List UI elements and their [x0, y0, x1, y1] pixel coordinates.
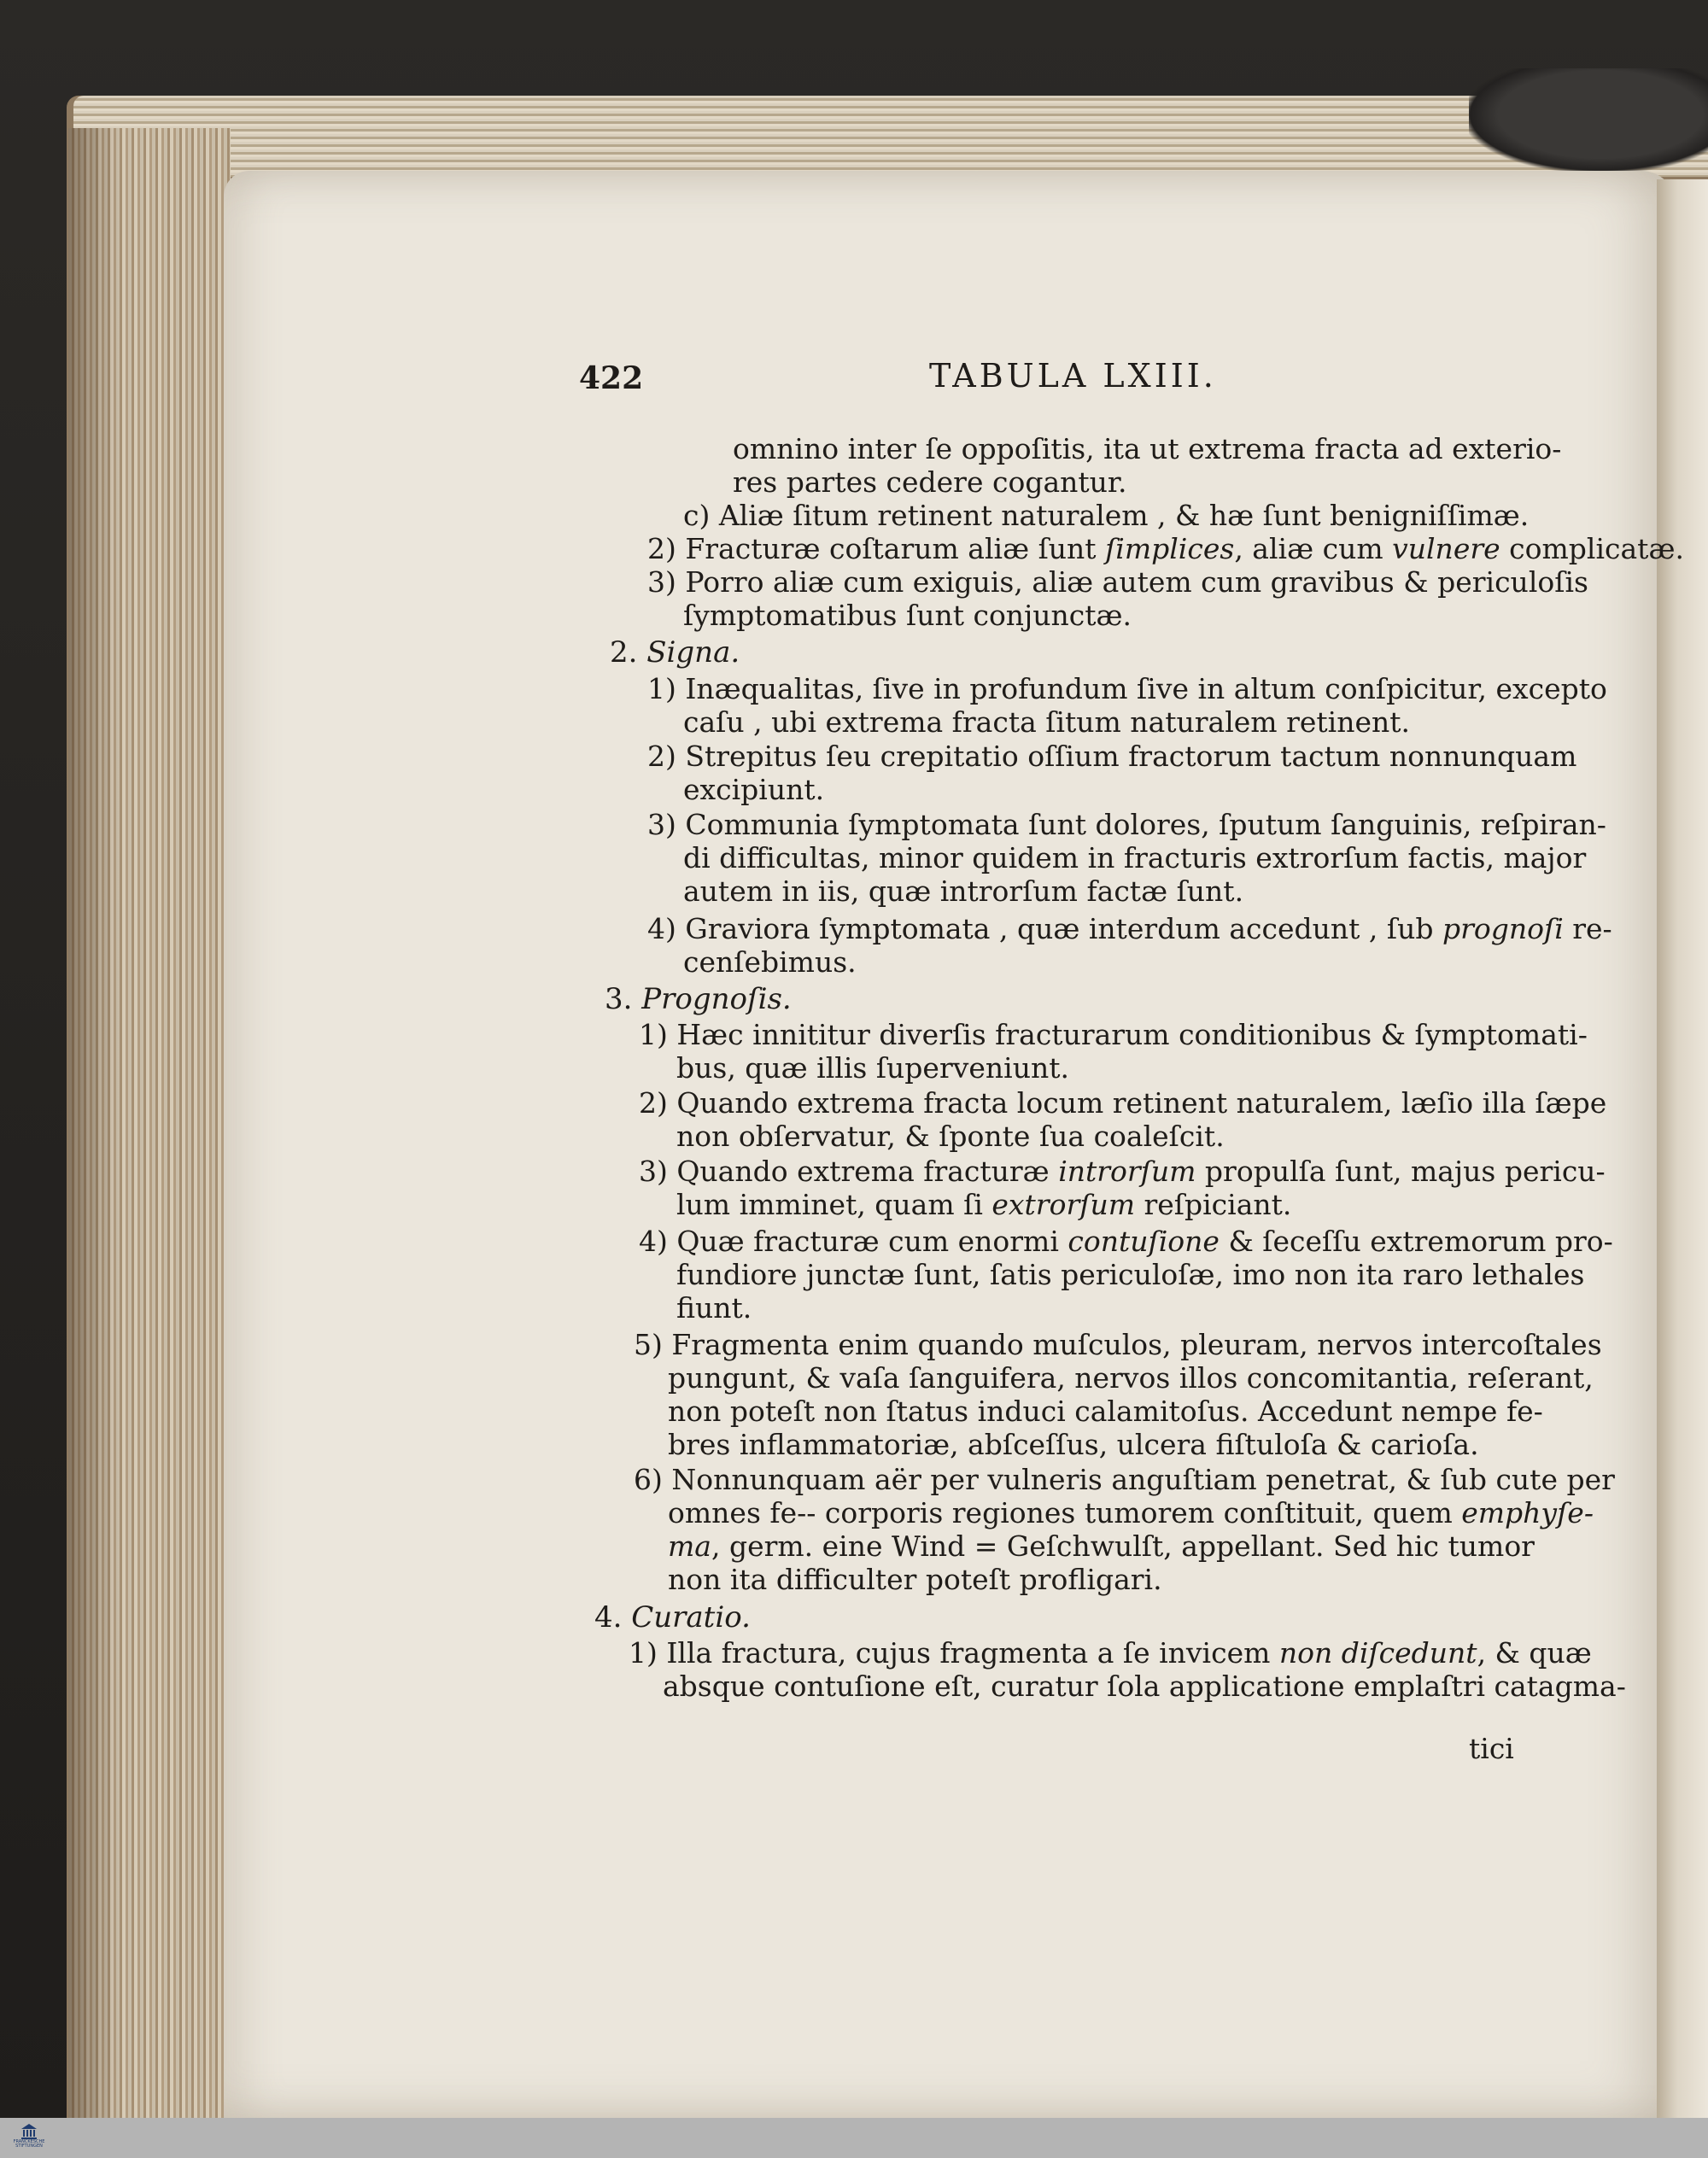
text-run: 4) Quæ fracturæ cum enormi [639, 1225, 1068, 1258]
text-line [683, 773, 824, 807]
italic-term: Signa. [646, 635, 740, 670]
building-icon [20, 2123, 38, 2140]
text-run: 2) Strepitus ſeu crepitatio oſſium fractorum tactum nonnunquam [647, 740, 1577, 773]
text-run: bus, quæ illis ſuperveniunt. [676, 1051, 1069, 1085]
text-line [683, 841, 1586, 875]
text-line [647, 672, 1607, 706]
text-line [683, 499, 1529, 533]
logo-text-line-2: STIFTUNGEN [15, 2143, 43, 2149]
text-line [683, 705, 1410, 740]
text-line [683, 945, 857, 980]
text-line [668, 1496, 1594, 1530]
text-run: non obſervatur, & ſponte ſua coaleſcit. [676, 1120, 1225, 1153]
text-run: excipiunt. [683, 773, 825, 806]
text-line [639, 1018, 1588, 1052]
section-heading-line [594, 1600, 751, 1635]
italic-term: emphyſe- [1461, 1496, 1594, 1529]
text-run: absque contuſione eſt, curatur ſola applicatione emplaſtri catagma- [663, 1670, 1626, 1703]
catchword: tici [1469, 1732, 1514, 1765]
text-run: non poteſt non ſtatus induci calamitoſus. Accedunt nempe fe- [668, 1395, 1543, 1428]
viewer-footer-bar [0, 2118, 1708, 2158]
italic-term: ſimplices [1105, 532, 1235, 565]
text-line [647, 912, 1612, 946]
text-line [733, 465, 1127, 500]
text-run: 4. [594, 1600, 632, 1635]
text-run: 1) Illa fractura, cujus fragmenta a ſe invicem [629, 1636, 1279, 1670]
text-run: omnino inter ſe oppoſitis, ita ut extrema fracta ad exterio- [733, 432, 1562, 465]
section-heading-line [605, 982, 792, 1016]
text-run: c) Aliæ ſitum retinent naturalem , & hæ ſunt benigniſſimæ. [683, 499, 1530, 532]
text-run: res partes cedere cogantur. [733, 465, 1127, 499]
text-line [663, 1670, 1626, 1704]
text-run: propulſa ſunt, majus pericu- [1196, 1155, 1606, 1188]
text-run: , germ. eine Wind = Geſchwulſt, appellant. Sed hic tumor [711, 1529, 1535, 1563]
italic-term: Prognoſis. [641, 982, 792, 1016]
page-number: 422 [579, 360, 644, 396]
text-run: cenſebimus. [683, 945, 857, 979]
italic-term: contuſione [1068, 1225, 1220, 1258]
text-line [634, 1463, 1615, 1497]
text-line [676, 1258, 1584, 1292]
text-line [647, 565, 1588, 599]
text-run: 2) Fracturæ coſtarum aliæ ſunt [647, 532, 1106, 565]
text-line [639, 1225, 1613, 1259]
page-top-edges [73, 96, 1708, 177]
italic-term: vulnere [1392, 532, 1500, 565]
italic-term: introrſum [1058, 1155, 1196, 1188]
text-line [683, 874, 1243, 909]
text-run: omnes fe-- corporis regiones tumorem conſtituit, quem [668, 1496, 1462, 1529]
text-run: re- [1563, 912, 1612, 945]
text-run: non ita difficulter poteſt profligari. [668, 1563, 1162, 1596]
italic-term: ma [668, 1529, 711, 1563]
text-line [676, 1291, 752, 1325]
text-line [639, 1086, 1606, 1120]
text-run: di difficultas, minor quidem in fracturis extrorſum factis, major [683, 841, 1587, 874]
text-run: , aliæ cum [1234, 532, 1393, 565]
text-line [668, 1563, 1162, 1597]
text-run: bres inflammatoriæ, abſceſſus, ulcera fiſtuloſa & carioſa. [668, 1428, 1479, 1461]
text-run: 2. [610, 635, 647, 670]
text-run: complicatæ. [1500, 532, 1684, 565]
text-line [634, 1328, 1602, 1362]
text-run: fundiore junctæ ſunt, ſatis periculoſæ, imo non ita raro lethales [676, 1258, 1585, 1291]
italic-term: Curatio. [631, 1600, 751, 1635]
text-run: 2) Quando extrema fracta locum retinent naturalem, læſio illa ſæpe [639, 1086, 1607, 1120]
clip-object [1469, 68, 1708, 171]
text-line [668, 1395, 1543, 1429]
text-line [676, 1120, 1225, 1154]
text-run: 1) Inæqualitas, ſive in profundum ſive in altum conſpicitur, excepto [647, 672, 1607, 705]
running-head: TABULA LXIII. [929, 357, 1217, 395]
text-run: reſpiciant. [1134, 1188, 1292, 1221]
text-run: & ſeceſſu extremorum pro- [1219, 1225, 1613, 1258]
text-line [647, 532, 1684, 566]
text-run: 1) Hæc innititur diverſis fracturarum conditionibus & ſymptomati- [639, 1018, 1588, 1051]
italic-term: non diſcedunt [1278, 1636, 1477, 1670]
text-line [629, 1636, 1592, 1670]
text-run: 3) Quando extrema fracturæ [639, 1155, 1059, 1188]
text-run: , & quæ [1477, 1636, 1592, 1670]
logo-text-line-1: FRANCKESCHE [13, 2139, 45, 2144]
text-run: 3) Porro aliæ cum exiguis, aliæ autem cum gravibus & periculoſis [647, 565, 1588, 599]
text-line [683, 599, 1132, 633]
text-line [647, 740, 1576, 774]
text-run: autem in iis, quæ introrſum factæ ſunt. [683, 874, 1244, 908]
text-line [639, 1155, 1606, 1189]
text-run: pungunt, & vaſa ſanguifera, nervos illos concomitantia, reſerant, [668, 1361, 1594, 1395]
text-line [668, 1428, 1479, 1462]
franckesche-stiftungen-logo [12, 2123, 46, 2154]
text-run: 3. [605, 982, 642, 1016]
text-line [676, 1188, 1291, 1222]
text-run: caſu , ubi extrema fracta ſitum naturalem retinent. [683, 705, 1410, 739]
text-line [733, 432, 1561, 466]
text-run: ſymptomatibus ſunt conjunctæ. [683, 599, 1132, 632]
text-run: fiunt. [676, 1291, 752, 1325]
fore-edge-shadow [68, 128, 120, 2118]
italic-term: prognoſi [1442, 912, 1564, 945]
page-gutter [1657, 179, 1708, 2118]
text-run: 4) Graviora ſymptomata , quæ interdum accedunt , ſub [647, 912, 1442, 945]
text-line [676, 1051, 1069, 1085]
text-line [647, 808, 1606, 842]
text-run: 5) Fragmenta enim quando muſculos, pleuram, nervos intercoſtales [634, 1328, 1602, 1361]
italic-term: extrorſum [991, 1188, 1135, 1221]
text-line [668, 1361, 1594, 1395]
section-heading-line [610, 635, 740, 670]
text-run: 3) Communia ſymptomata ſunt dolores, ſputum ſanguinis, reſpiran- [647, 808, 1606, 841]
text-run: lum imminet, quam ſi [676, 1188, 992, 1221]
text-run: 6) Nonnunquam aër per vulneris anguſtiam penetrat, & ſub cute per [634, 1463, 1615, 1496]
text-line [668, 1529, 1535, 1564]
